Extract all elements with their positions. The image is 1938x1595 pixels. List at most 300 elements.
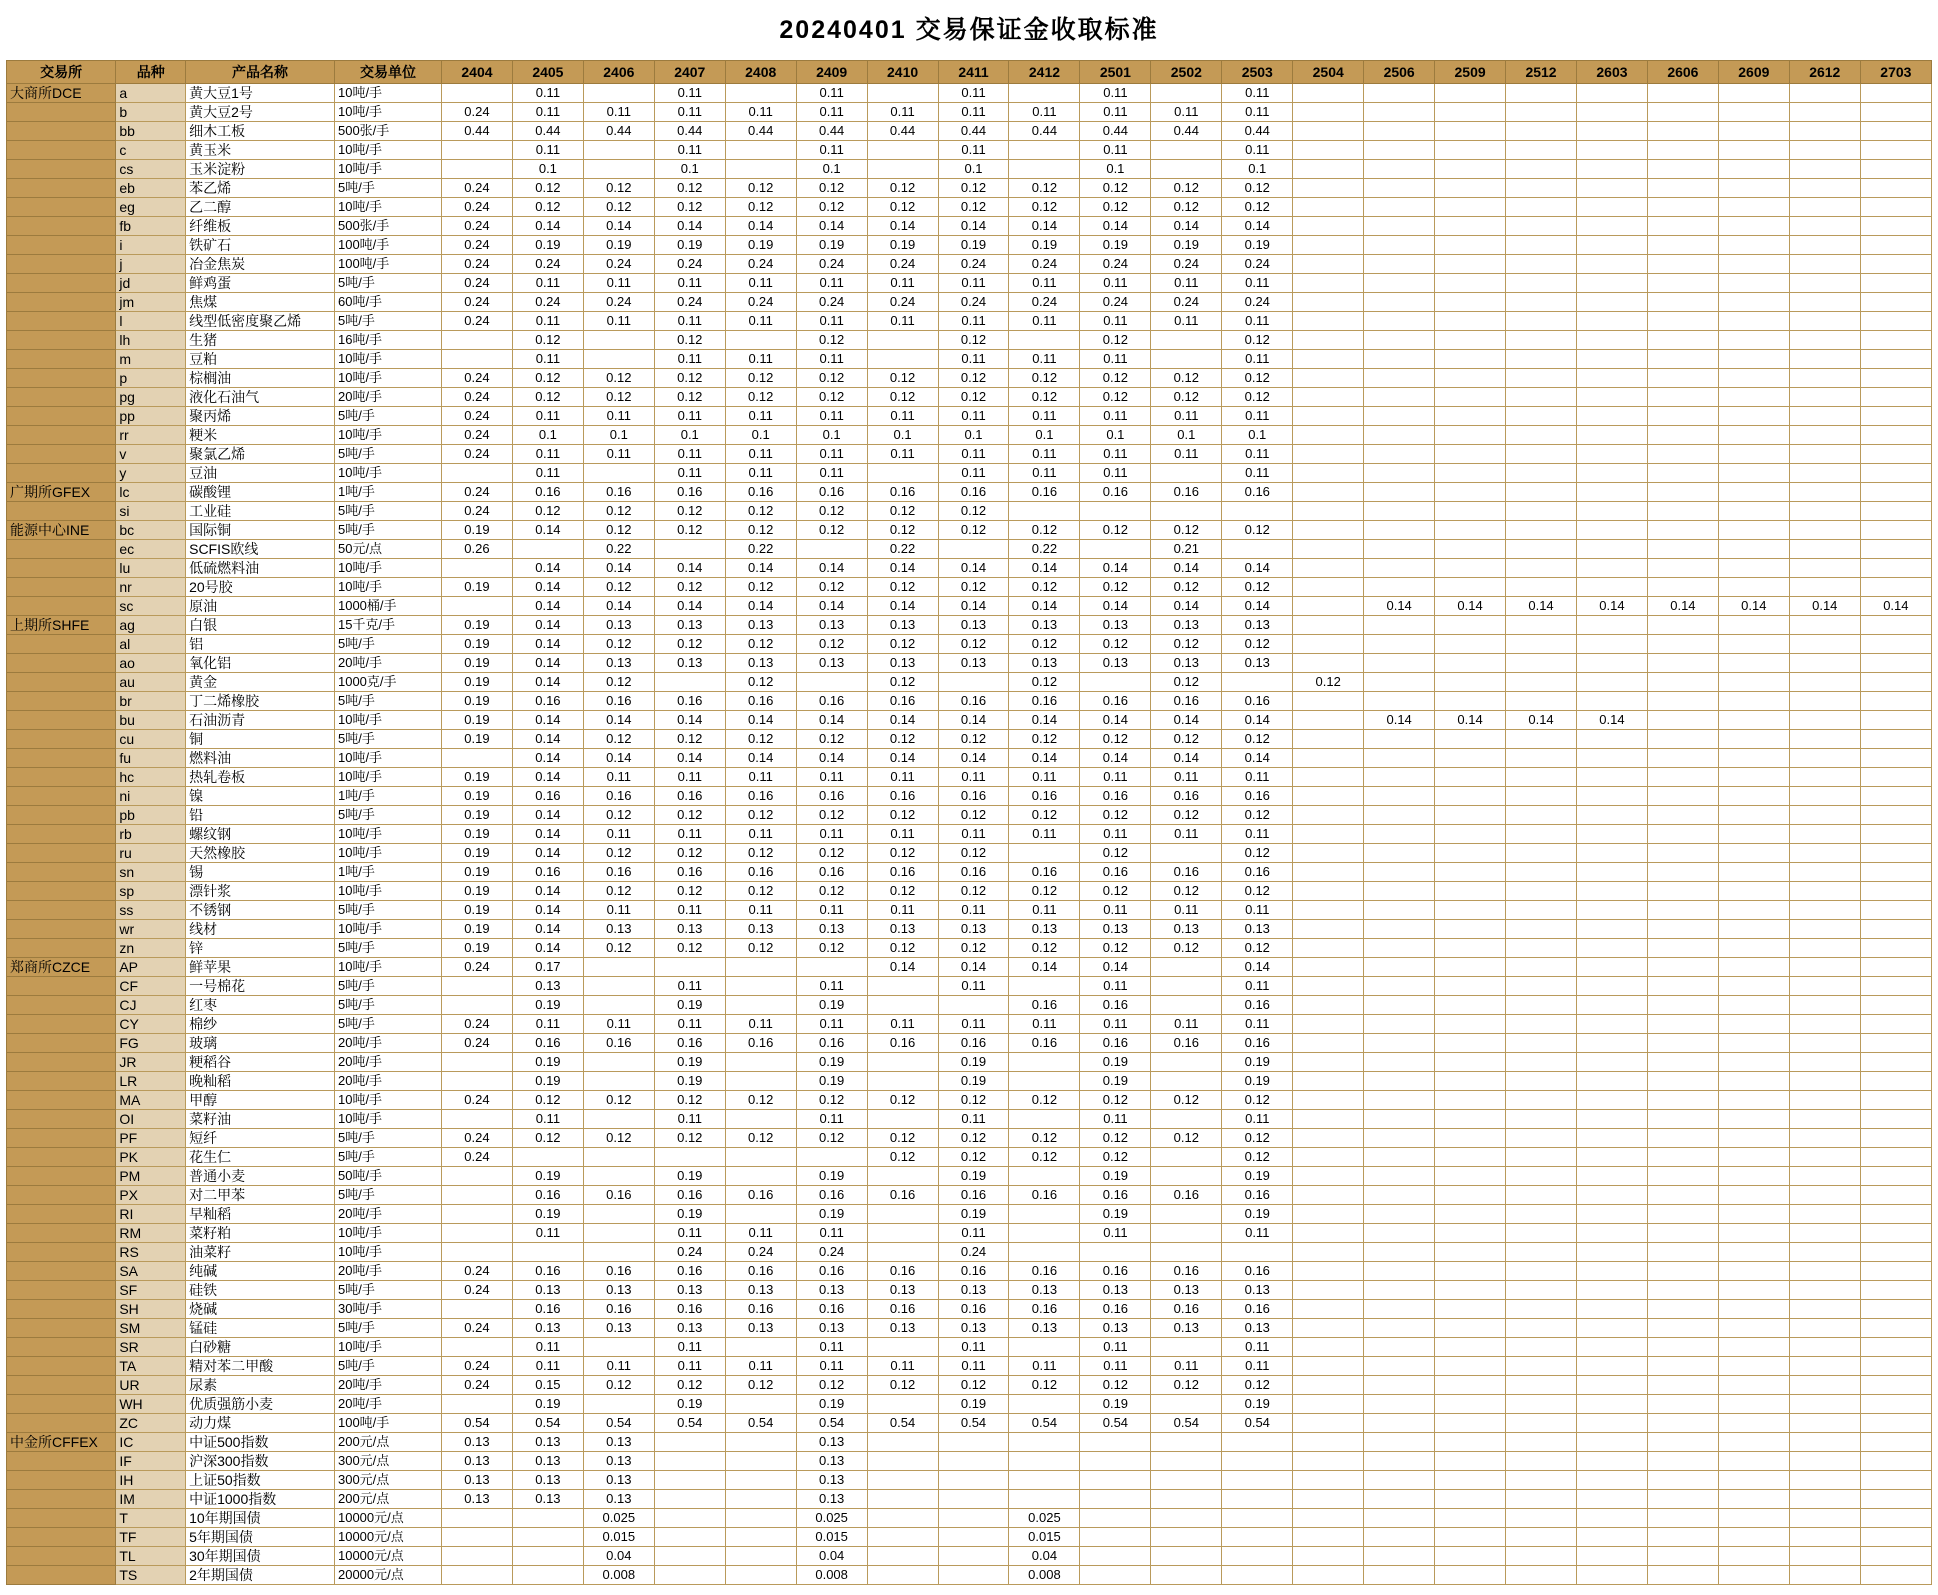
margin-value-cell-2612: [1789, 255, 1860, 274]
margin-value-cell-2501: 0.12: [1080, 578, 1151, 597]
trading-unit-cell: 20吨/手: [334, 1205, 441, 1224]
margin-value-cell-2603: [1576, 1148, 1647, 1167]
margin-value-cell-2503: 0.12: [1222, 198, 1293, 217]
margin-value-cell-2703: [1860, 1015, 1931, 1034]
margin-value-cell-2609: [1718, 1262, 1789, 1281]
margin-value-cell-2412: 0.14: [1009, 597, 1080, 616]
product-name-cell: 中证500指数: [186, 1433, 335, 1452]
exchange-cell: [7, 977, 116, 996]
margin-value-cell-2406: 0.11: [583, 825, 654, 844]
margin-value-cell-2412: 0.16: [1009, 1186, 1080, 1205]
margin-value-cell-2512: [1506, 1186, 1577, 1205]
product-code-cell: j: [116, 255, 186, 274]
margin-value-cell-2503: 0.12: [1222, 388, 1293, 407]
trading-unit-cell: 16吨/手: [334, 331, 441, 350]
margin-value-cell-2408: 0.14: [725, 559, 796, 578]
margin-value-cell-2606: [1647, 635, 1718, 654]
margin-value-cell-2612: [1789, 84, 1860, 103]
margin-value-cell-2412: 0.12: [1009, 578, 1080, 597]
margin-value-cell-2410: 0.11: [867, 407, 938, 426]
margin-value-cell-2412: 0.12: [1009, 939, 1080, 958]
margin-value-cell-2502: 0.12: [1151, 939, 1222, 958]
exchange-cell: [7, 692, 116, 711]
margin-value-cell-2503: 0.12: [1222, 1091, 1293, 1110]
margin-value-cell-2406: 0.13: [583, 1433, 654, 1452]
table-row: [7, 1509, 1932, 1528]
margin-value-cell-2412: 0.16: [1009, 787, 1080, 806]
margin-value-cell-2408: 0.13: [725, 1281, 796, 1300]
margin-value-cell-2506: [1364, 521, 1435, 540]
product-name-cell: 黄金: [186, 673, 335, 692]
table-row: [7, 578, 1932, 597]
margin-value-cell-2405: 0.14: [512, 711, 583, 730]
margin-value-cell-2408: 0.12: [725, 844, 796, 863]
header-name: 产品名称: [186, 61, 335, 84]
header-month-2506: 2506: [1364, 61, 1435, 84]
margin-value-cell-2409: 0.14: [796, 217, 867, 236]
margin-value-cell-2404: [441, 1243, 512, 1262]
product-code-cell: hc: [116, 768, 186, 787]
margin-value-cell-2404: 0.24: [441, 1357, 512, 1376]
margin-value-cell-2609: [1718, 1034, 1789, 1053]
margin-value-cell-2410: [867, 1471, 938, 1490]
margin-value-cell-2412: [1009, 502, 1080, 521]
margin-value-cell-2703: [1860, 1072, 1931, 1091]
margin-value-cell-2506: [1364, 1395, 1435, 1414]
margin-value-cell-2411: [938, 996, 1009, 1015]
margin-value-cell-2603: [1576, 825, 1647, 844]
margin-value-cell-2606: [1647, 711, 1718, 730]
product-code-cell: sc: [116, 597, 186, 616]
margin-value-cell-2502: 0.11: [1151, 445, 1222, 464]
margin-value-cell-2412: 0.12: [1009, 521, 1080, 540]
margin-value-cell-2408: 0.12: [725, 730, 796, 749]
margin-value-cell-2409: 0.12: [796, 1091, 867, 1110]
margin-value-cell-2410: [867, 1110, 938, 1129]
margin-value-cell-2409: 0.13: [796, 1433, 867, 1452]
margin-value-cell-2504: [1293, 312, 1364, 331]
trading-unit-cell: 1000桶/手: [334, 597, 441, 616]
margin-value-cell-2703: [1860, 84, 1931, 103]
exchange-cell: [7, 179, 116, 198]
margin-value-cell-2703: [1860, 464, 1931, 483]
product-name-cell: 石油沥青: [186, 711, 335, 730]
margin-value-cell-2411: 0.14: [938, 958, 1009, 977]
margin-value-cell-2409: 0.13: [796, 1490, 867, 1509]
margin-value-cell-2411: 0.19: [938, 1395, 1009, 1414]
margin-value-cell-2409: 0.13: [796, 654, 867, 673]
margin-value-cell-2405: 0.14: [512, 559, 583, 578]
margin-value-cell-2509: [1435, 141, 1506, 160]
margin-value-cell-2606: [1647, 1528, 1718, 1547]
margin-value-cell-2406: 0.12: [583, 939, 654, 958]
margin-value-cell-2404: [441, 1186, 512, 1205]
margin-value-cell-2411: 0.11: [938, 1224, 1009, 1243]
margin-value-cell-2405: 0.16: [512, 483, 583, 502]
product-code-cell: m: [116, 350, 186, 369]
margin-value-cell-2405: 0.54: [512, 1414, 583, 1433]
product-code-cell: SM: [116, 1319, 186, 1338]
margin-value-cell-2409: 0.16: [796, 1034, 867, 1053]
table-row: [7, 711, 1932, 730]
margin-value-cell-2703: [1860, 1319, 1931, 1338]
margin-value-cell-2609: [1718, 445, 1789, 464]
trading-unit-cell: 20吨/手: [334, 1053, 441, 1072]
product-code-cell: nr: [116, 578, 186, 597]
margin-value-cell-2410: 0.11: [867, 901, 938, 920]
product-name-cell: 焦煤: [186, 293, 335, 312]
margin-value-cell-2410: 0.12: [867, 844, 938, 863]
margin-value-cell-2502: 0.11: [1151, 103, 1222, 122]
exchange-cell: [7, 844, 116, 863]
table-row: [7, 1186, 1932, 1205]
header-month-2703: 2703: [1860, 61, 1931, 84]
margin-value-cell-2405: 0.17: [512, 958, 583, 977]
margin-value-cell-2603: [1576, 122, 1647, 141]
margin-value-cell-2512: [1506, 369, 1577, 388]
margin-value-cell-2406: [583, 1224, 654, 1243]
product-name-cell: 锡: [186, 863, 335, 882]
product-code-cell: sn: [116, 863, 186, 882]
margin-value-cell-2612: [1789, 787, 1860, 806]
margin-value-cell-2606: [1647, 1053, 1718, 1072]
exchange-cell: [7, 217, 116, 236]
margin-value-cell-2407: 0.12: [654, 882, 725, 901]
margin-value-cell-2409: 0.16: [796, 483, 867, 502]
margin-value-cell-2703: [1860, 616, 1931, 635]
margin-value-cell-2509: [1435, 692, 1506, 711]
margin-value-cell-2410: 0.12: [867, 673, 938, 692]
margin-value-cell-2502: [1151, 1490, 1222, 1509]
table-row: [7, 958, 1932, 977]
margin-value-cell-2606: [1647, 141, 1718, 160]
margin-value-cell-2501: 0.12: [1080, 369, 1151, 388]
margin-value-cell-2405: 0.12: [512, 331, 583, 350]
margin-value-cell-2504: [1293, 1414, 1364, 1433]
margin-value-cell-2606: [1647, 559, 1718, 578]
margin-value-cell-2506: [1364, 1338, 1435, 1357]
margin-value-cell-2405: 0.16: [512, 863, 583, 882]
table-row: [7, 445, 1932, 464]
trading-unit-cell: 10吨/手: [334, 464, 441, 483]
trading-unit-cell: 300元/点: [334, 1452, 441, 1471]
margin-value-cell-2408: 0.12: [725, 635, 796, 654]
margin-value-cell-2409: 0.11: [796, 1338, 867, 1357]
table-row: [7, 749, 1932, 768]
margin-value-cell-2506: [1364, 806, 1435, 825]
margin-value-cell-2606: [1647, 1395, 1718, 1414]
exchange-cell: [7, 1034, 116, 1053]
margin-value-cell-2509: [1435, 540, 1506, 559]
product-name-cell: 沪深300指数: [186, 1452, 335, 1471]
margin-value-cell-2501: 0.11: [1080, 445, 1151, 464]
margin-value-cell-2501: 0.11: [1080, 84, 1151, 103]
margin-value-cell-2503: 0.11: [1222, 84, 1293, 103]
product-code-cell: lh: [116, 331, 186, 350]
product-name-cell: 螺纹钢: [186, 825, 335, 844]
margin-value-cell-2509: [1435, 369, 1506, 388]
table-row: [7, 996, 1932, 1015]
margin-value-cell-2503: 0.14: [1222, 958, 1293, 977]
margin-value-cell-2405: 0.11: [512, 1357, 583, 1376]
margin-value-cell-2501: 0.13: [1080, 654, 1151, 673]
margin-value-cell-2408: [725, 1148, 796, 1167]
table-row: [7, 1338, 1932, 1357]
margin-value-cell-2501: 0.12: [1080, 179, 1151, 198]
margin-value-cell-2502: 0.16: [1151, 787, 1222, 806]
margin-value-cell-2612: [1789, 1414, 1860, 1433]
margin-value-cell-2412: 0.16: [1009, 996, 1080, 1015]
margin-value-cell-2506: [1364, 331, 1435, 350]
margin-value-cell-2406: 0.025: [583, 1509, 654, 1528]
table-row: [7, 882, 1932, 901]
margin-value-cell-2408: 0.12: [725, 521, 796, 540]
margin-value-cell-2501: 0.16: [1080, 787, 1151, 806]
margin-value-cell-2408: 0.11: [725, 901, 796, 920]
margin-value-cell-2506: [1364, 559, 1435, 578]
margin-value-cell-2410: 0.11: [867, 768, 938, 787]
margin-value-cell-2506: [1364, 179, 1435, 198]
margin-value-cell-2512: [1506, 141, 1577, 160]
margin-value-cell-2408: 0.12: [725, 369, 796, 388]
table-row: [7, 825, 1932, 844]
margin-value-cell-2411: 0.44: [938, 122, 1009, 141]
product-code-cell: CF: [116, 977, 186, 996]
margin-value-cell-2606: [1647, 1338, 1718, 1357]
margin-value-cell-2412: 0.12: [1009, 1376, 1080, 1395]
margin-value-cell-2408: 0.12: [725, 1129, 796, 1148]
margin-value-cell-2509: [1435, 1566, 1506, 1585]
table-row: [7, 1490, 1932, 1509]
margin-value-cell-2408: 0.16: [725, 692, 796, 711]
margin-value-cell-2411: 0.16: [938, 1034, 1009, 1053]
margin-value-cell-2512: [1506, 1376, 1577, 1395]
product-name-cell: 黄大豆1号: [186, 84, 335, 103]
exchange-cell: [7, 768, 116, 787]
margin-value-cell-2408: 0.24: [725, 1243, 796, 1262]
product-name-cell: 铜: [186, 730, 335, 749]
margin-value-cell-2409: 0.11: [796, 768, 867, 787]
exchange-cell: [7, 654, 116, 673]
margin-value-cell-2404: 0.26: [441, 540, 512, 559]
margin-value-cell-2703: [1860, 1528, 1931, 1547]
margin-value-cell-2502: [1151, 1224, 1222, 1243]
margin-value-cell-2503: 0.19: [1222, 1205, 1293, 1224]
margin-value-cell-2502: 0.16: [1151, 863, 1222, 882]
margin-value-cell-2503: [1222, 1471, 1293, 1490]
margin-value-cell-2506: [1364, 958, 1435, 977]
margin-value-cell-2512: [1506, 1129, 1577, 1148]
exchange-cell: [7, 1148, 116, 1167]
margin-value-cell-2504: [1293, 483, 1364, 502]
margin-value-cell-2603: [1576, 407, 1647, 426]
margin-value-cell-2404: 0.13: [441, 1433, 512, 1452]
margin-value-cell-2512: [1506, 293, 1577, 312]
margin-value-cell-2512: [1506, 1053, 1577, 1072]
margin-value-cell-2509: [1435, 483, 1506, 502]
margin-value-cell-2612: [1789, 312, 1860, 331]
table-row: [7, 236, 1932, 255]
margin-value-cell-2406: [583, 996, 654, 1015]
margin-value-cell-2502: [1151, 1167, 1222, 1186]
margin-value-cell-2410: 0.16: [867, 1300, 938, 1319]
margin-value-cell-2411: 0.16: [938, 483, 1009, 502]
margin-value-cell-2506: 0.14: [1364, 711, 1435, 730]
margin-value-cell-2612: [1789, 920, 1860, 939]
margin-value-cell-2503: 0.16: [1222, 863, 1293, 882]
product-code-cell: jd: [116, 274, 186, 293]
margin-value-cell-2501: 0.12: [1080, 1148, 1151, 1167]
margin-value-cell-2412: 0.13: [1009, 616, 1080, 635]
margin-value-cell-2501: [1080, 1452, 1151, 1471]
margin-value-cell-2703: [1860, 730, 1931, 749]
product-code-cell: CJ: [116, 996, 186, 1015]
margin-value-cell-2405: 0.19: [512, 1072, 583, 1091]
margin-value-cell-2412: 0.14: [1009, 711, 1080, 730]
margin-value-cell-2703: [1860, 179, 1931, 198]
margin-value-cell-2502: 0.11: [1151, 1015, 1222, 1034]
margin-value-cell-2404: 0.44: [441, 122, 512, 141]
margin-value-cell-2703: [1860, 312, 1931, 331]
trading-unit-cell: 10吨/手: [334, 1338, 441, 1357]
margin-value-cell-2512: [1506, 84, 1577, 103]
trading-unit-cell: 10吨/手: [334, 920, 441, 939]
margin-value-cell-2612: [1789, 1205, 1860, 1224]
product-name-cell: 纯碱: [186, 1262, 335, 1281]
margin-value-cell-2612: [1789, 1053, 1860, 1072]
exchange-cell: [7, 749, 116, 768]
trading-unit-cell: 300元/点: [334, 1471, 441, 1490]
margin-value-cell-2512: 0.14: [1506, 711, 1577, 730]
trading-unit-cell: 10吨/手: [334, 1110, 441, 1129]
product-name-cell: 短纤: [186, 1129, 335, 1148]
margin-value-cell-2411: 0.19: [938, 1205, 1009, 1224]
product-name-cell: 烧碱: [186, 1300, 335, 1319]
margin-value-cell-2502: 0.12: [1151, 1129, 1222, 1148]
margin-value-cell-2703: [1860, 1414, 1931, 1433]
margin-value-cell-2606: [1647, 407, 1718, 426]
margin-value-cell-2407: 0.13: [654, 1281, 725, 1300]
margin-value-cell-2512: [1506, 578, 1577, 597]
product-code-cell: fb: [116, 217, 186, 236]
margin-value-cell-2410: 0.11: [867, 445, 938, 464]
margin-value-cell-2506: [1364, 1509, 1435, 1528]
margin-value-cell-2612: [1789, 1433, 1860, 1452]
margin-value-cell-2501: 0.11: [1080, 1015, 1151, 1034]
margin-value-cell-2501: 0.54: [1080, 1414, 1151, 1433]
table-row: [7, 1433, 1932, 1452]
margin-value-cell-2703: [1860, 882, 1931, 901]
exchange-cell: [7, 1528, 116, 1547]
margin-value-cell-2406: 0.16: [583, 692, 654, 711]
margin-value-cell-2409: 0.12: [796, 179, 867, 198]
margin-value-cell-2606: [1647, 749, 1718, 768]
margin-value-cell-2412: [1009, 331, 1080, 350]
header-month-2411: 2411: [938, 61, 1009, 84]
margin-value-cell-2406: 0.13: [583, 1281, 654, 1300]
margin-value-cell-2509: [1435, 217, 1506, 236]
product-name-cell: 铝: [186, 635, 335, 654]
margin-value-cell-2407: [654, 958, 725, 977]
table-row: [7, 1053, 1932, 1072]
margin-value-cell-2609: [1718, 1015, 1789, 1034]
margin-value-cell-2512: [1506, 1338, 1577, 1357]
margin-value-cell-2411: 0.11: [938, 977, 1009, 996]
margin-value-cell-2506: [1364, 882, 1435, 901]
margin-value-cell-2603: [1576, 1395, 1647, 1414]
trading-unit-cell: 10吨/手: [334, 958, 441, 977]
exchange-cell: [7, 407, 116, 426]
margin-value-cell-2504: [1293, 787, 1364, 806]
margin-value-cell-2501: 0.1: [1080, 426, 1151, 445]
margin-value-cell-2512: [1506, 749, 1577, 768]
margin-value-cell-2504: [1293, 464, 1364, 483]
margin-value-cell-2410: 0.14: [867, 559, 938, 578]
margin-value-cell-2407: [654, 1566, 725, 1585]
margin-value-cell-2502: [1151, 1072, 1222, 1091]
margin-value-cell-2411: 0.12: [938, 1091, 1009, 1110]
margin-value-cell-2703: [1860, 1566, 1931, 1585]
margin-value-cell-2410: [867, 1395, 938, 1414]
trading-unit-cell: 10吨/手: [334, 768, 441, 787]
margin-value-cell-2412: 0.11: [1009, 1357, 1080, 1376]
margin-value-cell-2512: [1506, 1547, 1577, 1566]
margin-value-cell-2603: [1576, 1452, 1647, 1471]
margin-value-cell-2406: 0.12: [583, 179, 654, 198]
margin-standards-table: [6, 60, 1932, 1585]
margin-value-cell-2412: 0.14: [1009, 749, 1080, 768]
margin-value-cell-2407: 0.12: [654, 844, 725, 863]
margin-value-cell-2603: [1576, 863, 1647, 882]
margin-value-cell-2606: [1647, 1205, 1718, 1224]
margin-value-cell-2703: [1860, 388, 1931, 407]
margin-value-cell-2411: 0.24: [938, 1243, 1009, 1262]
margin-value-cell-2406: 0.54: [583, 1414, 654, 1433]
table-row: [7, 255, 1932, 274]
margin-value-cell-2509: [1435, 350, 1506, 369]
margin-value-cell-2407: 0.12: [654, 1129, 725, 1148]
margin-value-cell-2407: 0.11: [654, 977, 725, 996]
margin-value-cell-2703: [1860, 1357, 1931, 1376]
margin-value-cell-2410: [867, 1224, 938, 1243]
margin-value-cell-2606: [1647, 217, 1718, 236]
margin-value-cell-2405: 0.13: [512, 1319, 583, 1338]
margin-value-cell-2504: [1293, 1566, 1364, 1585]
margin-value-cell-2412: 0.1: [1009, 426, 1080, 445]
exchange-cell: [7, 445, 116, 464]
product-name-cell: 棕榈油: [186, 369, 335, 388]
margin-value-cell-2606: [1647, 1072, 1718, 1091]
margin-value-cell-2502: [1151, 331, 1222, 350]
margin-value-cell-2504: [1293, 1452, 1364, 1471]
margin-value-cell-2406: 0.14: [583, 217, 654, 236]
margin-value-cell-2409: 0.14: [796, 559, 867, 578]
margin-value-cell-2404: 0.19: [441, 787, 512, 806]
margin-value-cell-2509: [1435, 1281, 1506, 1300]
margin-value-cell-2404: [441, 977, 512, 996]
margin-value-cell-2609: [1718, 1414, 1789, 1433]
margin-value-cell-2410: 0.13: [867, 920, 938, 939]
margin-value-cell-2609: [1718, 1566, 1789, 1585]
margin-value-cell-2405: 0.14: [512, 882, 583, 901]
margin-value-cell-2504: [1293, 1129, 1364, 1148]
margin-value-cell-2504: [1293, 654, 1364, 673]
table-row: [7, 350, 1932, 369]
product-code-cell: SF: [116, 1281, 186, 1300]
margin-value-cell-2503: 0.11: [1222, 768, 1293, 787]
margin-value-cell-2512: [1506, 1167, 1577, 1186]
margin-value-cell-2501: 0.11: [1080, 1224, 1151, 1243]
